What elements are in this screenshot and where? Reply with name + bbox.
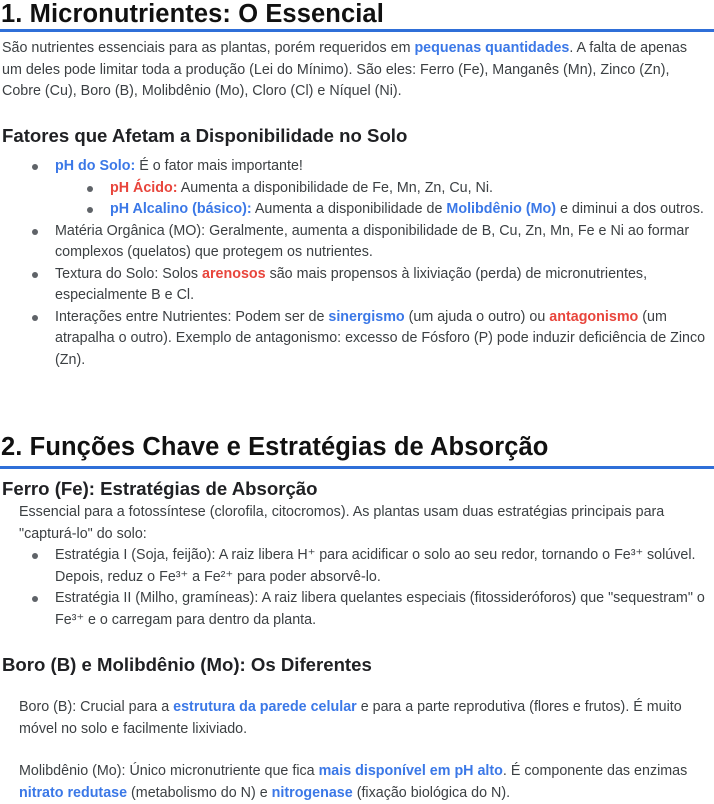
section2-title: 2. Funções Chave e Estratégias de Absorção — [1, 433, 549, 461]
text-run: . A falta de apenas um deles pode limitar toda a produção (Lei do Mínimo). São eles: Ferro (Fe), Manganês (Mn), Zinco (Zn), Cobre (Cu), Boro (B), Molibdênio (Mo), Cloro (Cl) e Níquel (Ni). — [2, 40, 688, 99]
highlight-blue: sinergismo — [328, 308, 405, 325]
text-run: Interações entre Nutrientes: Podem ser de — [55, 308, 329, 325]
highlight-red: arenosos — [202, 265, 266, 282]
boro-paragraph — [19, 697, 706, 740]
bullet-item — [0, 221, 710, 264]
iron-strategy-list — [0, 545, 710, 631]
text-run: Matéria Orgânica (MO): Geralmente, aumenta a disponibilidade de B, Cu, Zn, Mn, Fe e Ni ao formar complexos (quelatos) que protegem os nutrientes. — [55, 222, 690, 260]
bullet-item — [0, 264, 710, 307]
text-run: e diminui a dos outros. — [556, 201, 704, 217]
bullet-item — [0, 588, 710, 631]
section1-heading-block — [0, 0, 714, 28]
section2-divider — [0, 466, 714, 469]
highlight-blue: pH Alcalino (básico): — [110, 201, 252, 217]
text-run: Aumenta a disponibilidade de Fe, Mn, Zn, Cu, Ni. — [177, 179, 494, 196]
highlight-blue: mais disponível em pH alto — [318, 763, 503, 779]
bullet-item — [0, 307, 710, 372]
sub-bullet-item — [0, 199, 710, 221]
text-run: (um ajuda o outro) ou — [404, 308, 550, 325]
highlight-blue: pH do Solo: — [55, 158, 136, 174]
highlight-blue: nitrogenase — [271, 784, 353, 801]
text-run: (fixação biológica do N). — [352, 784, 511, 801]
section1-intro — [2, 38, 706, 103]
text-run: e para a parte reprodutiva (flores e frutos). É muito móvel no solo e facilmente lixiviado. — [19, 699, 682, 737]
bullet-item — [0, 545, 710, 588]
highlight-red: pH Ácido: — [110, 179, 178, 196]
section1-divider — [0, 29, 714, 32]
iron-heading: Ferro (Fe): Estratégias de Absorção — [2, 478, 318, 499]
highlight-blue: Molibdênio (Mo) — [446, 201, 557, 217]
section2-heading-block — [0, 433, 714, 461]
boro-molibdenio-heading: Boro (B) e Molibdênio (Mo): Os Diferentes — [2, 654, 372, 675]
text-run: É o fator mais importante! — [135, 158, 303, 174]
text-run: Molibdênio (Mo): Único micronutriente que fica — [19, 763, 319, 779]
text-run: são mais propensos à lixiviação (perda) de micronutrientes, especialmente B e Cl. — [55, 265, 648, 303]
text-run: Aumenta a disponibilidade de — [251, 201, 447, 217]
text-run: Boro (B): Crucial para a — [19, 699, 174, 715]
text-run: (metabolismo do N) e — [127, 784, 272, 801]
highlight-blue: pequenas quantidades — [414, 40, 570, 56]
iron-intro — [19, 502, 706, 545]
text-run: Estratégia II (Milho, gramíneas): A raiz libera quelantes especiais (fitossideróforos) que "sequestram" o Fe³⁺ e o carregam para dentro da planta. — [55, 590, 705, 628]
text-run: . É componente das enzimas — [502, 763, 688, 779]
bullet-item — [0, 156, 710, 178]
sub-bullet-item — [0, 178, 710, 200]
text-run: São nutrientes essenciais para as plantas, porém requeridos em — [2, 40, 415, 56]
text-run: Estratégia I (Soja, feijão): A raiz libera H⁺ para acidificar o solo ao seu redor, tornando o Fe³⁺ solúvel. Depois, reduz o Fe³⁺ a Fe²⁺ para poder absorvê-lo. — [55, 547, 696, 585]
text-run: Textura do Solo: Solos — [55, 265, 203, 282]
factors-list — [0, 156, 710, 371]
molibdenio-paragraph — [19, 761, 706, 804]
text-run: Essencial para a fotossíntese (clorofila, citocromos). As plantas usam duas estratégias principais para "capturá-lo" do solo: — [19, 504, 665, 542]
highlight-blue: estrutura da parede celular — [173, 699, 357, 715]
section1-title: 1. Micronutrientes: O Essencial — [1, 0, 384, 28]
highlight-blue: nitrato redutase — [19, 784, 128, 801]
factors-heading: Fatores que Afetam a Disponibilidade no Solo — [2, 125, 408, 146]
text-run: (um atrapalha o outro). Exemplo de antagonismo: excesso de Fósforo (P) pode induzir deficiência de Zinco (Zn). — [55, 308, 706, 368]
highlight-red: antagonismo — [549, 308, 639, 325]
